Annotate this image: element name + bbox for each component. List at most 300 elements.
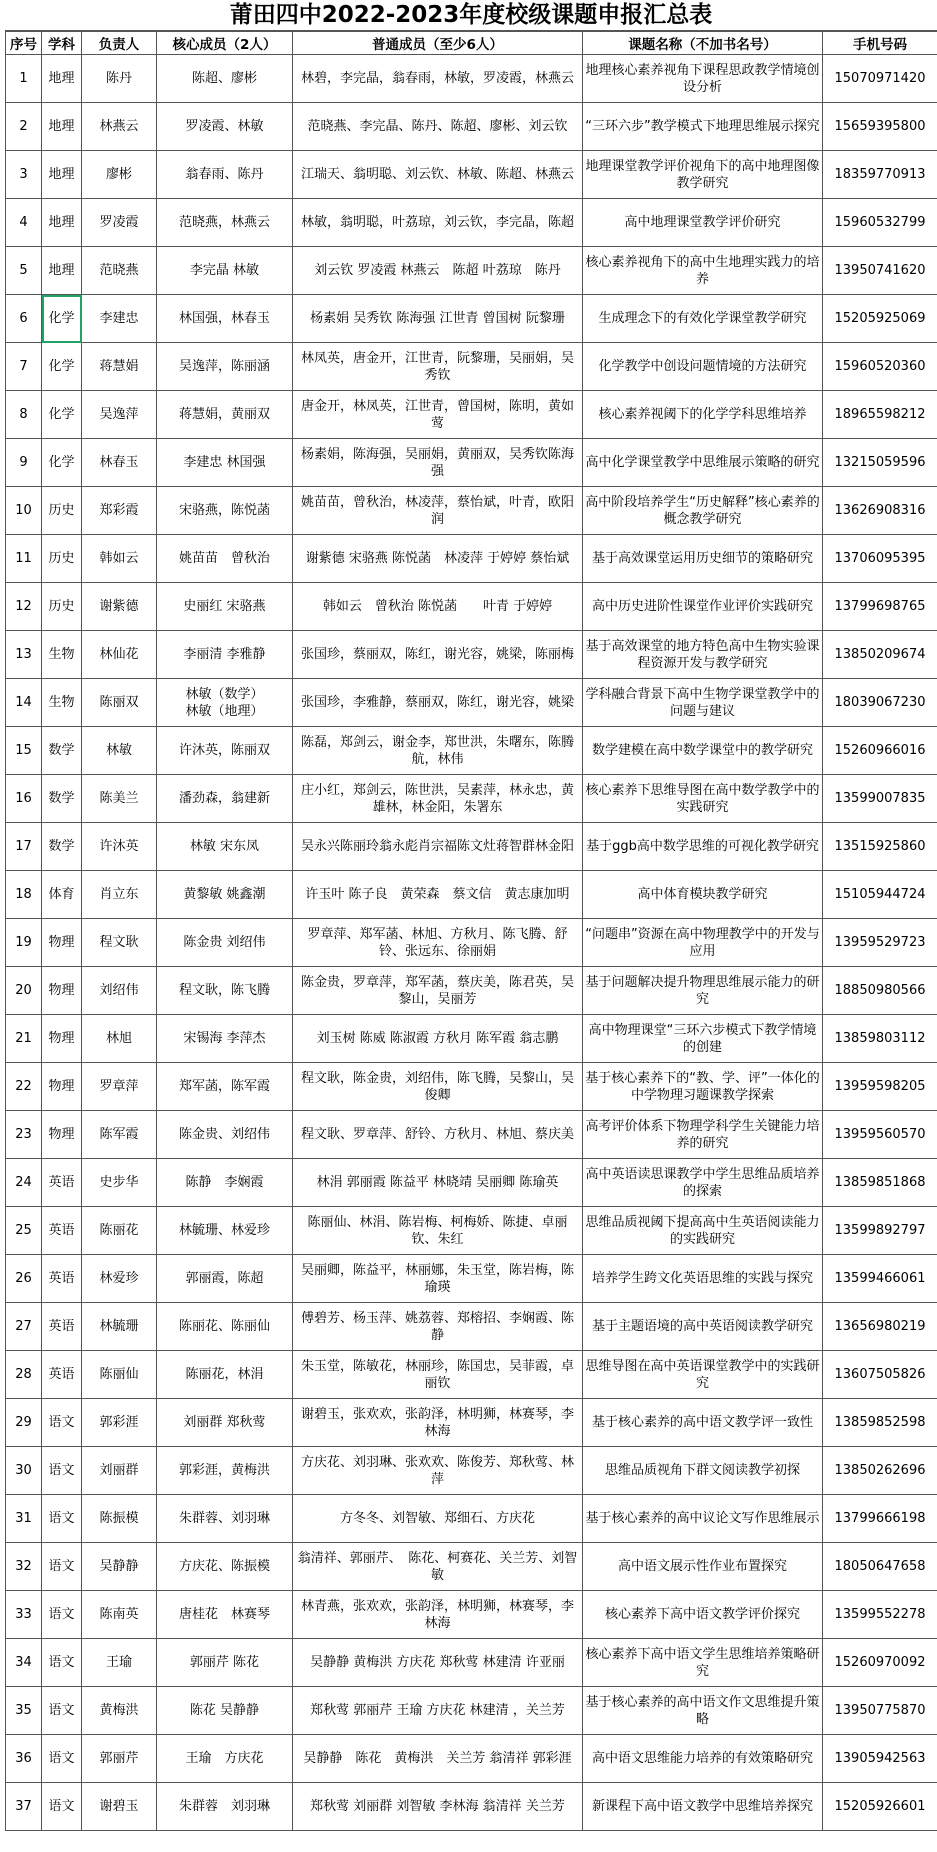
- cell-topic[interactable]: 学科融合背景下高中生物学课堂教学中的问题与建议: [583, 679, 823, 727]
- cell-no[interactable]: 30: [6, 1447, 42, 1495]
- sheet-title: 莆田四中2022-2023年度校级课题申报汇总表: [5, 0, 937, 31]
- table-row: [6, 247, 937, 295]
- cell-core[interactable]: 吴逸萍，陈丽涵: [157, 343, 293, 391]
- cell-leader[interactable]: 陈南英: [82, 1591, 157, 1639]
- cell-subject[interactable]: 英语: [42, 1255, 82, 1303]
- cell-leader[interactable]: 林毓珊: [82, 1303, 157, 1351]
- cell-members[interactable]: 程文耿、罗章萍、舒铃、方秋月、林旭、蔡庆美: [293, 1111, 583, 1159]
- cell-subject[interactable]: 化学: [42, 343, 82, 391]
- cell-core[interactable]: 罗凌霞、林敏: [157, 103, 293, 151]
- cell-leader[interactable]: 王瑜: [82, 1639, 157, 1687]
- cell-leader[interactable]: 林仙花: [82, 631, 157, 679]
- table-row: [6, 727, 937, 775]
- cell-no[interactable]: 10: [6, 487, 42, 535]
- cell-leader[interactable]: 林春玉: [82, 439, 157, 487]
- cell-no[interactable]: 25: [6, 1207, 42, 1255]
- cell-members[interactable]: 林凤英，唐金开，江世青，阮黎珊，吴丽娟，吴秀钦: [293, 343, 583, 391]
- table-row: [6, 1495, 937, 1543]
- cell-no[interactable]: 27: [6, 1303, 42, 1351]
- cell-core[interactable]: 李建忠 林国强: [157, 439, 293, 487]
- cell-leader[interactable]: 李建忠: [82, 295, 157, 343]
- cell-leader[interactable]: 罗章萍: [82, 1063, 157, 1111]
- cell-topic[interactable]: 化学教学中创设问题情境的方法研究: [583, 343, 823, 391]
- cell-members[interactable]: 刘云钦 罗凌霞 林燕云 陈超 叶荔琼 陈丹: [293, 247, 583, 295]
- cell-core[interactable]: 范晓燕，林燕云: [157, 199, 293, 247]
- cell-phone[interactable]: 13850209674: [823, 631, 937, 679]
- cell-no[interactable]: 9: [6, 439, 42, 487]
- cell-subject[interactable]: 体育: [42, 871, 82, 919]
- cell-no[interactable]: 34: [6, 1639, 42, 1687]
- cell-no[interactable]: 22: [6, 1063, 42, 1111]
- cell-subject[interactable]: 地理: [42, 55, 82, 103]
- table-row: [6, 439, 937, 487]
- cell-core[interactable]: 李完晶 林敏: [157, 247, 293, 295]
- table-row: [6, 1063, 937, 1111]
- cell-members[interactable]: 张国珍，蔡丽双，陈红，谢光容，姚梁，陈丽梅: [293, 631, 583, 679]
- table-row: [6, 391, 937, 439]
- cell-leader[interactable]: 郭彩涯: [82, 1399, 157, 1447]
- cell-core[interactable]: 蒋慧娟，黄丽双: [157, 391, 293, 439]
- header-phone[interactable]: 手机号码: [823, 32, 937, 55]
- cell-no[interactable]: 24: [6, 1159, 42, 1207]
- cell-no[interactable]: 20: [6, 967, 42, 1015]
- cell-core[interactable]: 黄黎敏 姚鑫潮: [157, 871, 293, 919]
- cell-topic[interactable]: 新课程下高中语文教学中思维培养探究: [583, 1783, 823, 1831]
- cell-phone[interactable]: 13626908316: [823, 487, 937, 535]
- table-row: [6, 55, 937, 103]
- cell-no[interactable]: 16: [6, 775, 42, 823]
- cell-phone[interactable]: 13905942563: [823, 1735, 937, 1783]
- cell-phone[interactable]: 13515925860: [823, 823, 937, 871]
- cell-phone[interactable]: 18039067230: [823, 679, 937, 727]
- cell-leader[interactable]: 肖立东: [82, 871, 157, 919]
- cell-leader[interactable]: 林燕云: [82, 103, 157, 151]
- cell-topic[interactable]: 高中语文展示性作业布置探究: [583, 1543, 823, 1591]
- cell-topic[interactable]: 地理核心素养视角下课程思政教学情境创设分析: [583, 55, 823, 103]
- table-row: [6, 871, 937, 919]
- cell-phone[interactable]: 18850980566: [823, 967, 937, 1015]
- cell-subject[interactable]: 历史: [42, 583, 82, 631]
- cell-phone[interactable]: 13950741620: [823, 247, 937, 295]
- cell-topic[interactable]: 培养学生跨文化英语思维的实践与探究: [583, 1255, 823, 1303]
- cell-leader[interactable]: 谢碧玉: [82, 1783, 157, 1831]
- table-row: [6, 487, 937, 535]
- table-row: [6, 583, 937, 631]
- cell-core[interactable]: 郑军菡，陈军霞: [157, 1063, 293, 1111]
- cell-members[interactable]: 罗章萍、郑军菡、林旭、方秋月、陈飞腾、舒铃、张远东、徐丽娟: [293, 919, 583, 967]
- cell-no[interactable]: 8: [6, 391, 42, 439]
- cell-topic[interactable]: 思维品质视阈下提高高中生英语阅读能力的实践研究: [583, 1207, 823, 1255]
- cell-leader[interactable]: 韩如云: [82, 535, 157, 583]
- cell-members[interactable]: 杨素娟 吴秀钦 陈海强 江世青 曾国树 阮黎珊: [293, 295, 583, 343]
- cell-core[interactable]: 唐桂花 林赛琴: [157, 1591, 293, 1639]
- cell-phone[interactable]: 13859852598: [823, 1399, 937, 1447]
- header-no[interactable]: 序号: [6, 32, 42, 55]
- cell-leader[interactable]: 林敏: [82, 727, 157, 775]
- cell-topic[interactable]: 核心素养视阈下的化学学科思维培养: [583, 391, 823, 439]
- cell-members[interactable]: 庄小红，郑剑云，陈世洪，吴素萍，林永忠，黄雄林，林金阳，朱署东: [293, 775, 583, 823]
- cell-members[interactable]: 江瑞天、翁明聪、刘云钦、林敏、陈超、林燕云: [293, 151, 583, 199]
- cell-topic[interactable]: 基于高效课堂运用历史细节的策略研究: [583, 535, 823, 583]
- cell-subject[interactable]: 物理: [42, 1111, 82, 1159]
- cell-members[interactable]: 陈金贵，罗章萍，郑军菡，蔡庆美，陈君英，吴黎山，吴丽芳: [293, 967, 583, 1015]
- cell-members[interactable]: 陈磊，郑剑云，谢金李，郑世洪，朱曙东，陈腾航，林伟: [293, 727, 583, 775]
- table-row: [6, 1735, 937, 1783]
- cell-core[interactable]: 姚苗苗 曾秋治: [157, 535, 293, 583]
- cell-leader[interactable]: 黄梅洪: [82, 1687, 157, 1735]
- cell-no[interactable]: 13: [6, 631, 42, 679]
- cell-phone[interactable]: 15659395800: [823, 103, 937, 151]
- cell-members[interactable]: 林青燕，张欢欢，张韵泽，林明狮，林赛琴，李林海: [293, 1591, 583, 1639]
- cell-core[interactable]: 陈花 吴静静: [157, 1687, 293, 1735]
- cell-leader[interactable]: 陈丽仙: [82, 1351, 157, 1399]
- cell-core[interactable]: 潘劲森，翁建新: [157, 775, 293, 823]
- cell-no[interactable]: 37: [6, 1783, 42, 1831]
- cell-subject[interactable]: 语文: [42, 1495, 82, 1543]
- cell-subject[interactable]: 英语: [42, 1159, 82, 1207]
- cell-no[interactable]: 17: [6, 823, 42, 871]
- cell-subject[interactable]: 物理: [42, 919, 82, 967]
- cell-phone[interactable]: 13607505826: [823, 1351, 937, 1399]
- cell-core[interactable]: 郭丽芹 陈花: [157, 1639, 293, 1687]
- cell-no[interactable]: 33: [6, 1591, 42, 1639]
- cell-leader[interactable]: 陈丽花: [82, 1207, 157, 1255]
- table-row: [6, 631, 937, 679]
- cell-leader[interactable]: 林旭: [82, 1015, 157, 1063]
- cell-core[interactable]: 陈静 李娴霞: [157, 1159, 293, 1207]
- cell-leader[interactable]: 程文耿: [82, 919, 157, 967]
- cell-leader[interactable]: 陈丽双: [82, 679, 157, 727]
- table-row: [6, 151, 937, 199]
- cell-leader[interactable]: 陈振模: [82, 1495, 157, 1543]
- table-row: [6, 1303, 937, 1351]
- cell-topic[interactable]: 高中物理课堂“三环六步模式下教学情境的创建: [583, 1015, 823, 1063]
- cell-core[interactable]: 陈超、廖彬: [157, 55, 293, 103]
- cell-members[interactable]: 郑秋莺 刘丽群 刘智敏 李林海 翁清祥 关兰芳: [293, 1783, 583, 1831]
- cell-no[interactable]: 5: [6, 247, 42, 295]
- header-members[interactable]: 普通成员（至少6人）: [293, 32, 583, 55]
- cell-topic[interactable]: 高考评价体系下物理学科学生关键能力培养的研究: [583, 1111, 823, 1159]
- cell-phone[interactable]: 18965598212: [823, 391, 937, 439]
- cell-phone[interactable]: 13706095395: [823, 535, 937, 583]
- cell-members[interactable]: 傅碧芳、杨玉萍、姚荔蓉、郑榕招、李娴霞、陈静: [293, 1303, 583, 1351]
- cell-core[interactable]: 翁春雨、陈丹: [157, 151, 293, 199]
- cell-leader[interactable]: 许沐英: [82, 823, 157, 871]
- cell-topic[interactable]: 高中英语读思课教学中学生思维品质培养的探索: [583, 1159, 823, 1207]
- cell-subject[interactable]: 数学: [42, 775, 82, 823]
- cell-subject[interactable]: 英语: [42, 1303, 82, 1351]
- cell-phone[interactable]: 18050647658: [823, 1543, 937, 1591]
- cell-phone[interactable]: 13959560570: [823, 1111, 937, 1159]
- cell-subject[interactable]: 语文: [42, 1687, 82, 1735]
- table-row: [6, 1399, 937, 1447]
- cell-members[interactable]: 张国珍，李雅静，蔡丽双，陈红，谢光容，姚梁: [293, 679, 583, 727]
- cell-subject[interactable]: 生物: [42, 631, 82, 679]
- cell-core[interactable]: 林敏 宋东凤: [157, 823, 293, 871]
- table-row: [6, 1591, 937, 1639]
- cell-topic[interactable]: 核心素养视角下的高中生地理实践力的培养: [583, 247, 823, 295]
- cell-leader[interactable]: 林爱珍: [82, 1255, 157, 1303]
- cell-members[interactable]: 杨素娟，陈海强，吴丽娟，黄丽双，吴秀钦陈海强: [293, 439, 583, 487]
- cell-no[interactable]: 26: [6, 1255, 42, 1303]
- cell-topic[interactable]: 思维品质视角下群文阅读教学初探: [583, 1447, 823, 1495]
- cell-phone[interactable]: 13599552278: [823, 1591, 937, 1639]
- cell-core[interactable]: 郭丽霞，陈超: [157, 1255, 293, 1303]
- cell-members[interactable]: 吴静静 陈花 黄梅洪 关兰芳 翁清祥 郭彩涯: [293, 1735, 583, 1783]
- cell-phone[interactable]: 15105944724: [823, 871, 937, 919]
- cell-no[interactable]: 1: [6, 55, 42, 103]
- cell-members[interactable]: 吴永兴陈丽玲翁永彪肖宗福陈文灶蒋智群林金阳: [293, 823, 583, 871]
- cell-subject[interactable]: 地理: [42, 247, 82, 295]
- cell-phone[interactable]: 13850262696: [823, 1447, 937, 1495]
- cell-leader[interactable]: 陈丹: [82, 55, 157, 103]
- cell-no[interactable]: 29: [6, 1399, 42, 1447]
- cell-subject[interactable]: 化学: [42, 295, 82, 343]
- cell-leader[interactable]: 陈军霞: [82, 1111, 157, 1159]
- cell-topic[interactable]: “问题串”资源在高中物理教学中的开发与应用: [583, 919, 823, 967]
- cell-members[interactable]: 谢碧玉，张欢欢，张韵泽，林明狮，林赛琴，李林海: [293, 1399, 583, 1447]
- cell-topic[interactable]: 核心素养下高中语文学生思维培养策略研究: [583, 1639, 823, 1687]
- cell-subject[interactable]: 地理: [42, 103, 82, 151]
- cell-members[interactable]: 方冬冬、刘智敏、郑细石、方庆花: [293, 1495, 583, 1543]
- cell-topic[interactable]: 思维导图在高中英语课堂教学中的实践研究: [583, 1351, 823, 1399]
- cell-core[interactable]: 陈金贵、刘绍伟: [157, 1111, 293, 1159]
- header-core[interactable]: 核心成员（2人）: [157, 32, 293, 55]
- cell-core[interactable]: 林毓珊、林爱珍: [157, 1207, 293, 1255]
- cell-topic[interactable]: 基于核心素养的高中议论文写作思维展示: [583, 1495, 823, 1543]
- cell-no[interactable]: 12: [6, 583, 42, 631]
- cell-core[interactable]: 陈丽花，林涓: [157, 1351, 293, 1399]
- cell-core[interactable]: 李丽清 李雅静: [157, 631, 293, 679]
- cell-leader[interactable]: 吴静静: [82, 1543, 157, 1591]
- cell-phone[interactable]: 13959598205: [823, 1063, 937, 1111]
- cell-subject[interactable]: 语文: [42, 1783, 82, 1831]
- cell-members[interactable]: 程文耿，陈金贵，刘绍伟，陈飞腾，吴黎山，吴俊卿: [293, 1063, 583, 1111]
- cell-core[interactable]: 陈金贵 刘绍伟: [157, 919, 293, 967]
- cell-core[interactable]: 许沐英，陈丽双: [157, 727, 293, 775]
- cell-members[interactable]: 范晓燕、李完晶、陈丹、陈超、廖彬、刘云钦: [293, 103, 583, 151]
- cell-phone[interactable]: 13599007835: [823, 775, 937, 823]
- cell-members[interactable]: 姚苗苗，曾秋治，林凌萍，蔡怡斌，叶青，欧阳润: [293, 487, 583, 535]
- cell-no[interactable]: 18: [6, 871, 42, 919]
- cell-phone[interactable]: 13959529723: [823, 919, 937, 967]
- cell-subject[interactable]: 物理: [42, 1063, 82, 1111]
- cell-members[interactable]: 翁清祥、郭丽芹、 陈花、柯赛花、关兰芳、刘智敏: [293, 1543, 583, 1591]
- cell-no[interactable]: 4: [6, 199, 42, 247]
- cell-leader[interactable]: 罗凌霞: [82, 199, 157, 247]
- cell-subject[interactable]: 历史: [42, 487, 82, 535]
- cell-subject[interactable]: 英语: [42, 1207, 82, 1255]
- cell-topic[interactable]: 基于核心素养的高中语文作文思维提升策略: [583, 1687, 823, 1735]
- cell-leader[interactable]: 刘丽群: [82, 1447, 157, 1495]
- cell-topic[interactable]: 生成理念下的有效化学课堂教学研究: [583, 295, 823, 343]
- cell-topic[interactable]: 核心素养下思维导图在高中数学教学中的实践研究: [583, 775, 823, 823]
- cell-core[interactable]: 林敏（数学） 林敏（地理）: [157, 679, 293, 727]
- cell-topic[interactable]: 数学建模在高中数学课堂中的教学研究: [583, 727, 823, 775]
- cell-no[interactable]: 35: [6, 1687, 42, 1735]
- cell-topic[interactable]: 地理课堂教学评价视角下的高中地理图像教学研究: [583, 151, 823, 199]
- cell-core[interactable]: 程文耿，陈飞腾: [157, 967, 293, 1015]
- table-row: [6, 1639, 937, 1687]
- cell-no[interactable]: 11: [6, 535, 42, 583]
- cell-members[interactable]: 许玉叶 陈子良 黄荣森 蔡文信 黄志康加明: [293, 871, 583, 919]
- cell-topic[interactable]: 高中体育模块教学研究: [583, 871, 823, 919]
- header-row: [6, 32, 937, 55]
- cell-no[interactable]: 31: [6, 1495, 42, 1543]
- cell-subject[interactable]: 地理: [42, 151, 82, 199]
- cell-subject[interactable]: 物理: [42, 1015, 82, 1063]
- cell-phone[interactable]: 13950775870: [823, 1687, 937, 1735]
- table-row: [6, 679, 937, 727]
- cell-topic[interactable]: 核心素养下高中语文教学评价探究: [583, 1591, 823, 1639]
- cell-topic[interactable]: “三环六步”教学模式下地理思维展示探究: [583, 103, 823, 151]
- cell-topic[interactable]: 基于核心素养的高中语文教学评一致性: [583, 1399, 823, 1447]
- table-row: [6, 919, 937, 967]
- cell-subject[interactable]: 语文: [42, 1399, 82, 1447]
- cell-core[interactable]: 方庆花、陈振模: [157, 1543, 293, 1591]
- cell-core[interactable]: 刘丽群 郑秋莺: [157, 1399, 293, 1447]
- cell-core[interactable]: 宋骆燕，陈悦菡: [157, 487, 293, 535]
- cell-members[interactable]: 吴丽卿，陈益平，林丽娜，朱玉堂，陈岩梅，陈瑜瑛: [293, 1255, 583, 1303]
- cell-subject[interactable]: 语文: [42, 1543, 82, 1591]
- cell-leader[interactable]: 廖彬: [82, 151, 157, 199]
- cell-subject[interactable]: 语文: [42, 1447, 82, 1495]
- cell-subject[interactable]: 物理: [42, 967, 82, 1015]
- cell-topic[interactable]: 高中语文思维能力培养的有效策略研究: [583, 1735, 823, 1783]
- cell-subject[interactable]: 数学: [42, 727, 82, 775]
- cell-subject[interactable]: 语文: [42, 1639, 82, 1687]
- cell-members[interactable]: 林涓 郭丽霞 陈益平 林晓靖 吴丽卿 陈瑜英: [293, 1159, 583, 1207]
- cell-phone[interactable]: 15205925069: [823, 295, 937, 343]
- cell-leader[interactable]: 史步华: [82, 1159, 157, 1207]
- cell-core[interactable]: 王瑜 方庆花: [157, 1735, 293, 1783]
- cell-topic[interactable]: 高中历史进阶性课堂作业评价实践研究: [583, 583, 823, 631]
- cell-topic[interactable]: 基于ggb高中数学思维的可视化教学研究: [583, 823, 823, 871]
- cell-core[interactable]: 陈丽花、陈丽仙: [157, 1303, 293, 1351]
- cell-no[interactable]: 3: [6, 151, 42, 199]
- cell-core[interactable]: 宋锡海 李萍杰: [157, 1015, 293, 1063]
- table-row: [6, 1687, 937, 1735]
- cell-leader[interactable]: 吴逸萍: [82, 391, 157, 439]
- cell-phone[interactable]: 15960520360: [823, 343, 937, 391]
- cell-members[interactable]: 方庆花、刘羽琳、张欢欢、陈俊芳、郑秋莺、林萍: [293, 1447, 583, 1495]
- cell-leader[interactable]: 郭丽芹: [82, 1735, 157, 1783]
- cell-phone[interactable]: 13799666198: [823, 1495, 937, 1543]
- cell-no[interactable]: 32: [6, 1543, 42, 1591]
- cell-topic[interactable]: 基于问题解决提升物理思维展示能力的研究: [583, 967, 823, 1015]
- cell-topic[interactable]: 高中化学课堂教学中思维展示策略的研究: [583, 439, 823, 487]
- cell-no[interactable]: 14: [6, 679, 42, 727]
- cell-leader[interactable]: 蒋慧娟: [82, 343, 157, 391]
- cell-phone[interactable]: 13215059596: [823, 439, 937, 487]
- table-row: [6, 343, 937, 391]
- cell-members[interactable]: 刘玉树 陈威 陈淑霞 方秋月 陈军霞 翁志鹏: [293, 1015, 583, 1063]
- cell-phone[interactable]: 15960532799: [823, 199, 937, 247]
- cell-subject[interactable]: 化学: [42, 439, 82, 487]
- cell-subject[interactable]: 生物: [42, 679, 82, 727]
- cell-members[interactable]: 郑秋莺 郭丽芹 王瑜 方庆花 林建清 ，关兰芳: [293, 1687, 583, 1735]
- cell-no[interactable]: 2: [6, 103, 42, 151]
- header-topic[interactable]: 课题名称（不加书名号）: [583, 32, 823, 55]
- cell-core[interactable]: 郭彩涯，黄梅洪: [157, 1447, 293, 1495]
- cell-subject[interactable]: 数学: [42, 823, 82, 871]
- cell-phone[interactable]: 15070971420: [823, 55, 937, 103]
- cell-subject[interactable]: 英语: [42, 1351, 82, 1399]
- cell-members[interactable]: 陈丽仙、林涓、陈岩梅、柯梅娇、陈捷、卓丽钦、朱红: [293, 1207, 583, 1255]
- cell-members[interactable]: 谢紫德 宋骆燕 陈悦菡 林凌萍 于婷婷 蔡怡斌: [293, 535, 583, 583]
- table-row: [6, 1111, 937, 1159]
- cell-topic[interactable]: 基于高效课堂的地方特色高中生物实验课程资源开发与教学研究: [583, 631, 823, 679]
- cell-phone[interactable]: 13656980219: [823, 1303, 937, 1351]
- cell-no[interactable]: 19: [6, 919, 42, 967]
- table-row: [6, 1447, 937, 1495]
- cell-phone[interactable]: 13599892797: [823, 1207, 937, 1255]
- cell-no[interactable]: 23: [6, 1111, 42, 1159]
- table-row: [6, 103, 937, 151]
- cell-leader[interactable]: 郑彩霞: [82, 487, 157, 535]
- cell-core[interactable]: 史丽红 宋骆燕: [157, 583, 293, 631]
- table-row: [6, 295, 937, 343]
- cell-no[interactable]: 28: [6, 1351, 42, 1399]
- cell-leader[interactable]: 范晓燕: [82, 247, 157, 295]
- cell-phone[interactable]: 15260970092: [823, 1639, 937, 1687]
- cell-topic[interactable]: 基于核心素养下的“教、学、评”一体化的中学物理习题课教学探索: [583, 1063, 823, 1111]
- cell-leader[interactable]: 谢紫德: [82, 583, 157, 631]
- cell-topic[interactable]: 基于主题语境的高中英语阅读教学研究: [583, 1303, 823, 1351]
- cell-core[interactable]: 朱群蓉、刘羽琳: [157, 1495, 293, 1543]
- table-row: [6, 1015, 937, 1063]
- cell-members[interactable]: 吴静静 黄梅洪 方庆花 郑秋莺 林建清 许亚丽: [293, 1639, 583, 1687]
- cell-phone[interactable]: 13859803112: [823, 1015, 937, 1063]
- cell-no[interactable]: 21: [6, 1015, 42, 1063]
- table-row: [6, 1351, 937, 1399]
- cell-no[interactable]: 7: [6, 343, 42, 391]
- cell-subject[interactable]: 语文: [42, 1735, 82, 1783]
- cell-no[interactable]: 6: [6, 295, 42, 343]
- table-row: [6, 967, 937, 1015]
- cell-phone[interactable]: 15260966016: [823, 727, 937, 775]
- cell-phone[interactable]: 15205926601: [823, 1783, 937, 1831]
- cell-leader[interactable]: 陈美兰: [82, 775, 157, 823]
- cell-phone[interactable]: 13599466061: [823, 1255, 937, 1303]
- cell-members[interactable]: 唐金开，林凤英，江世青，曾国树，陈明，黄如莺: [293, 391, 583, 439]
- cell-topic[interactable]: 高中阶段培养学生“历史解释”核心素养的概念教学研究: [583, 487, 823, 535]
- cell-subject[interactable]: 语文: [42, 1591, 82, 1639]
- summary-table: [5, 31, 937, 1831]
- cell-members[interactable]: 林敏，翁明聪，叶荔琼，刘云钦，李完晶，陈超: [293, 199, 583, 247]
- cell-core[interactable]: 朱群蓉 刘羽琳: [157, 1783, 293, 1831]
- cell-members[interactable]: 朱玉堂，陈敏花，林丽珍，陈国忠，吴菲霞，卓丽钦: [293, 1351, 583, 1399]
- header-leader[interactable]: 负责人: [82, 32, 157, 55]
- cell-phone[interactable]: 13799698765: [823, 583, 937, 631]
- cell-phone[interactable]: 18359770913: [823, 151, 937, 199]
- cell-members[interactable]: 林碧，李完晶，翁春雨，林敏，罗凌霞，林燕云: [293, 55, 583, 103]
- table-row: [6, 1159, 937, 1207]
- cell-subject[interactable]: 历史: [42, 535, 82, 583]
- cell-subject[interactable]: 地理: [42, 199, 82, 247]
- table-row: [6, 1783, 937, 1831]
- cell-subject[interactable]: 化学: [42, 391, 82, 439]
- cell-core[interactable]: 林国强，林春玉: [157, 295, 293, 343]
- cell-members[interactable]: 韩如云 曾秋治 陈悦菡 叶青 于婷婷: [293, 583, 583, 631]
- cell-phone[interactable]: 13859851868: [823, 1159, 937, 1207]
- header-subject[interactable]: 学科: [42, 32, 82, 55]
- cell-no[interactable]: 15: [6, 727, 42, 775]
- cell-no[interactable]: 36: [6, 1735, 42, 1783]
- cell-leader[interactable]: 刘绍伟: [82, 967, 157, 1015]
- table-row: [6, 1255, 937, 1303]
- cell-topic[interactable]: 高中地理课堂教学评价研究: [583, 199, 823, 247]
